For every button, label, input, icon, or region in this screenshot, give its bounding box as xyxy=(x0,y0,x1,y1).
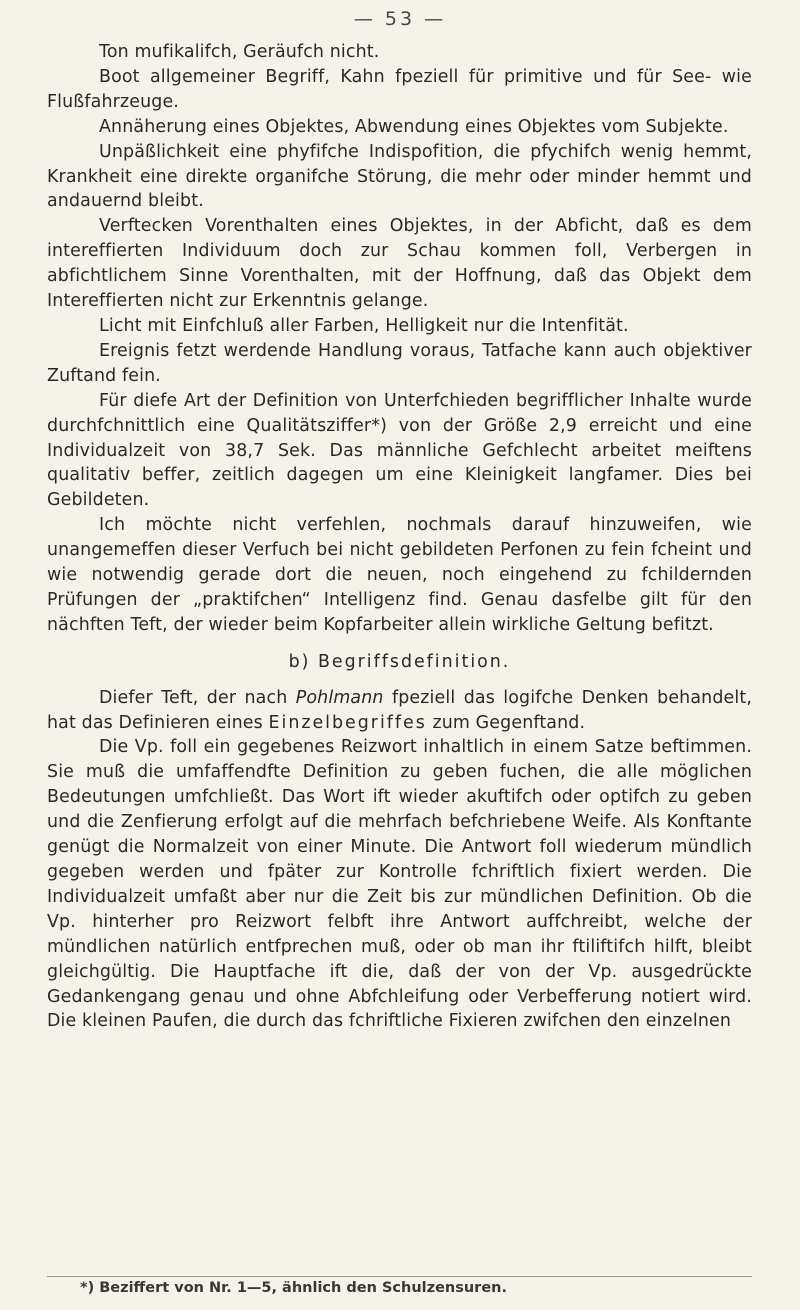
body-text xyxy=(47,40,752,1034)
paragraph-test-description xyxy=(47,686,752,736)
test-description-part-1: Diefer Teft, der nach xyxy=(99,687,296,708)
test-description-part-3: zum Gegenftand. xyxy=(426,712,586,733)
paragraph-licht: Licht mit Einfchluß aller Farben, Helligkeit nur die Intenfität. xyxy=(99,315,629,336)
paragraph-annaeherung: Annäherung eines Objektes, Abwendung eines Objektes vom Subjekte. xyxy=(99,116,729,137)
paragraph-unpaesslichkeit: Unpäßlichkeit eine phyfifche Indispofition, die pfychifch wenig hemmt, Krankheit eine direkte organifche Störung, die mehr oder minder hemmt und andauernd bleibt. xyxy=(47,141,752,212)
section-heading: b) Begriffsdefinition. xyxy=(288,651,511,672)
paragraph-hinweis: Ich möchte nicht verfehlen, nochmals darauf hinzuweifen, wie unangemeffen dieser Verfuch bei nicht gebildeten Perfonen zu fein fcheint und wie notwendig gerade dort die neuen, noch eingehend zu fchildernden Prüfungen der „praktifchen“ Intelligenz find. Genau dasfelbe gilt für den nächften Teft, der wieder beim Kopfarbeiter allein wirkliche Geltung befitzt. xyxy=(47,515,752,635)
test-description-part-2: fpeziell das logifche Denken behandelt, hat das Definieren eines xyxy=(47,687,752,733)
paragraph-ereignis: Ereignis fetzt werdende Handlung voraus, Tatfache kann auch objektiver Zuftand fein. xyxy=(47,340,752,386)
paragraph-qualitaetsziffer: Für diefe Art der Definition von Unterfchieden begrifflicher Inhalte wurde durchfchnittlich eine Qualitätsziffer*) von der Größe 2,9 erreicht und eine Individualzeit von 38,7 Sek. Das männliche Gefchlecht arbeitet meiftens qualitativ beffer, zeitlich dagegen um eine Kleinigkeit langfamer. Dies bei Gebildeten. xyxy=(47,390,752,511)
footnote: *) Beziffert von Nr. 1—5, ähnlich den Schulzensuren. xyxy=(80,1280,507,1296)
paragraph-ton: Ton mufikalifch, Geräufch nicht. xyxy=(99,42,380,62)
page-number: — 53 — xyxy=(353,8,447,30)
author-name: Pohlmann xyxy=(295,687,384,708)
paragraph-boot: Boot allgemeiner Begriff, Kahn fpeziell für primitive und für See- wie Flußfahrzeuge. xyxy=(47,66,752,112)
emphasized-term: Einzelbegriffes xyxy=(268,712,427,733)
footnote-divider xyxy=(47,1276,752,1277)
paragraph-verstecken: Verftecken Vorenthalten eines Objektes, in der Abficht, daß es dem intereffierten Individuum doch zur Schau kommen foll, Verbergen in abfichtlichem Sinne Vorenthalten, mit der Hoffnung, daß das Objekt dem Intereffierten nicht zur Erkenntnis gelange. xyxy=(47,216,752,312)
paragraph-procedure: Die Vp. foll ein gegebenes Reizwort inhaltlich in einem Satze beftimmen. Sie muß die umfaffendfte Definition zu geben fuchen, die alle möglichen Bedeutungen umfchließt. Das Wort ift wieder akuftifch oder optifch zu geben und die Zenfierung erfolgt auf die mehrfach befchriebene Weife. Als Konftante genügt die Normalzeit von einer Minute. Die Antwort foll wiederum mündlich gegeben werden und fpäter zur Kontrolle fchriftlich fixiert werden. Die Individualzeit umfaßt aber nur die Zeit bis zur mündlichen Definition. Ob die Vp. hinterher pro Reizwort felbft ihre Antwort auffchreibt, welche der mündlichen natürlich entfprechen muß, oder ob man ihr ftiliftifch hilft, bleibt gleichgültig. Die Hauptfache ift die, daß der von der Vp. ausgedrückte Gedankengang genau und ohne Abfchleifung oder Verbefferung notiert wird. Die kleinen Paufen, die durch das fchriftliche Fixieren zwifchen den einzelnen xyxy=(47,737,752,1032)
